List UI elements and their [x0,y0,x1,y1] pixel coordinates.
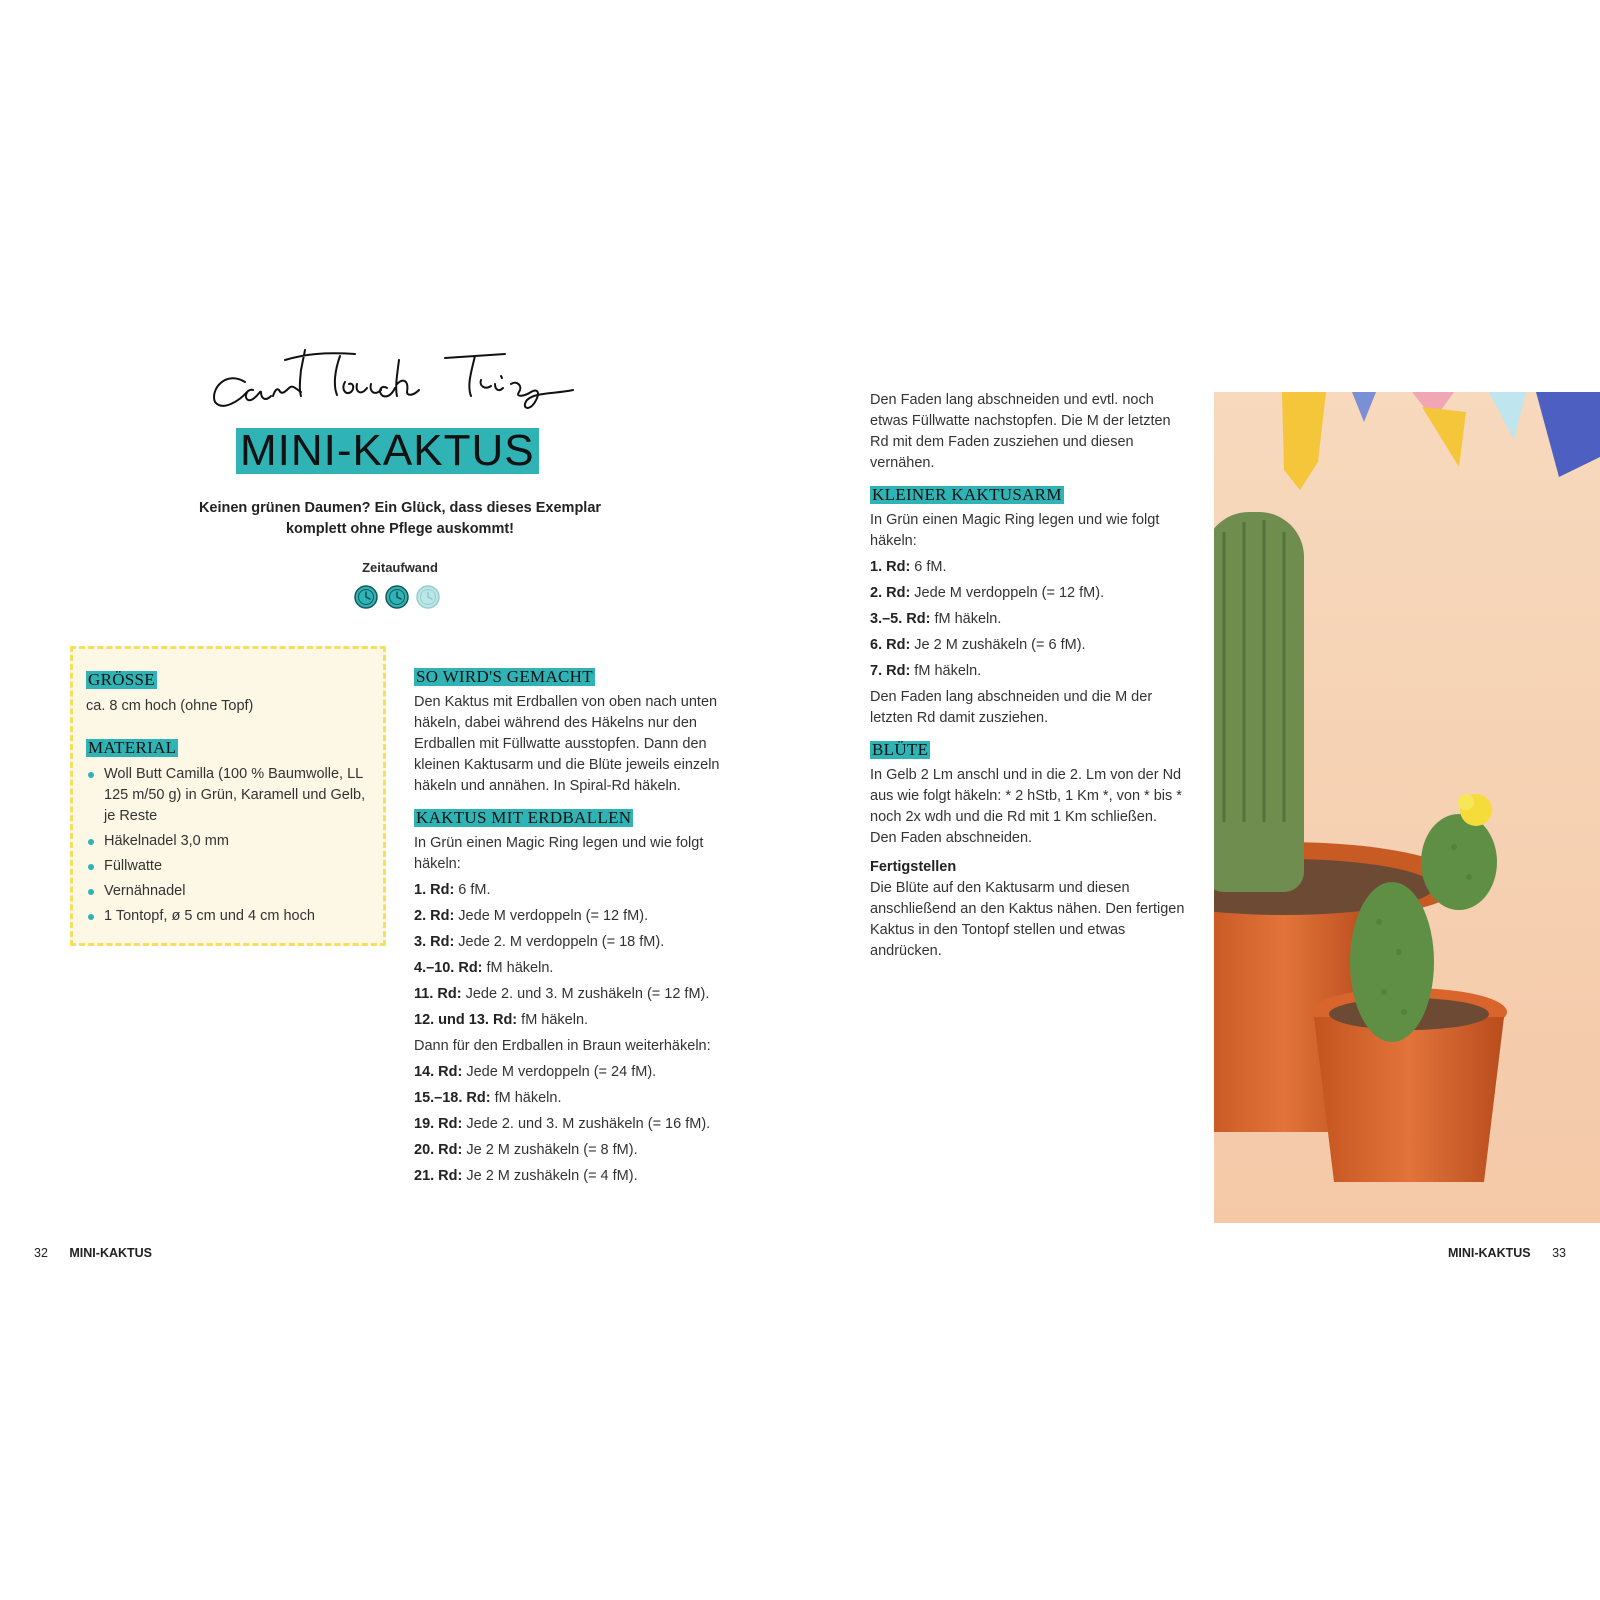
script-title-signature [205,340,600,415]
footer-left [34,1246,152,1260]
kaktus-intro: In Grün einen Magic Ring legen und wie folgt häkeln: [414,835,704,872]
page-number-left: 32 [34,1246,48,1260]
kaktus-row: 15.–18. Rd: fM häkeln. [414,1090,562,1106]
arm-intro: In Grün einen Magic Ring legen und wie folgt häkeln: [870,512,1160,549]
kaktus-row: 1. Rd: 6 fM. [414,882,491,898]
material-heading: MATERIAL [88,738,177,757]
material-item: Häkelnadel 3,0 mm [86,831,371,852]
kaktus-end-text: Den Faden lang abschneiden und evtl. noch etwas Füllwatte nachstopfen. Die M der letzten Rd mit dem Faden zusziehen und diesen vernähen. [870,392,1171,471]
material-list [86,764,371,927]
kaktus-row: 12. und 13. Rd: fM häkeln. [414,1012,589,1028]
arm-row: 3.–5. Rd: fM häkeln. [870,611,1002,627]
footer-right [1448,1246,1566,1260]
page-number-right: 33 [1552,1246,1566,1260]
arm-row: 2. Rd: Jede M verdoppeln (= 12 fM). [870,585,1105,601]
clock-icon [385,585,409,609]
arm-row: 1. Rd: 6 fM. [870,559,947,575]
main-title: MINI-KAKTUS [236,428,539,474]
cactus-photo [1214,392,1600,1223]
instructions-column-2 [870,390,1185,962]
clock-icon-empty [416,585,440,609]
kaktus-row: 3. Rd: Jede 2. M verdoppeln (= 18 fM). [414,934,665,950]
kaktus-row: 2. Rd: Jede M verdoppeln (= 12 fM). [414,908,649,924]
material-item: Vernähnadel [86,881,371,902]
kaktus-row: 20. Rd: Je 2 M zushäkeln (= 8 fM). [414,1142,638,1158]
zeitaufwand-rating [354,585,440,609]
kaktus-row: 21. Rd: Je 2 M zushäkeln (= 4 fM). [414,1168,638,1184]
groesse-heading: GRÖSSE [88,670,155,689]
kaktus-heading: KAKTUS MIT ERDBALLEN [416,808,632,827]
bluete-text: In Gelb 2 Lm anschl und in die 2. Lm von der Nd aus wie folgt häkeln: * 2 hStb, 1 Km *, von * bis * noch 2x wdh und die Rd mit 1 Km schließen. Den Faden abschneiden. [870,767,1182,846]
bluete-heading: BLÜTE [872,740,929,759]
arm-heading: KLEINER KAKTUSARM [872,485,1062,504]
groesse-text: ca. 8 cm hoch (ohne Topf) [86,698,254,714]
so-wirds-heading: SO WIRD'S GEMACHT [416,667,593,686]
clock-icon [354,585,378,609]
arm-row: 6. Rd: Je 2 M zushäkeln (= 6 fM). [870,637,1086,653]
fertig-heading: Fertigstellen [870,859,957,875]
subtitle [190,498,610,540]
subtitle-line-1: Keinen grünen Daumen? Ein Glück, dass dieses Exemplar [198,500,602,516]
zeitaufwand-label: Zeitaufwand [362,560,438,575]
footer-title-left: MINI-KAKTUS [69,1246,153,1260]
material-item: Füllwatte [86,856,371,877]
fertig-text: Die Blüte auf den Kaktusarm und diesen anschließend an den Kaktus nähen. Den fertigen Kaktus in den Tontopf stellen und etwas andrücken. [870,880,1185,959]
so-wirds-text: Den Kaktus mit Erdballen von oben nach unten häkeln, dabei während des Häkelns nur den Erdballen mit Füllwatte ausstopfen. Dann den kleinen Kaktusarm und die Blüte jeweils einzeln häkeln und annähen. In Spiral-Rd häkeln. [414,694,720,794]
subtitle-line-2: komplett ohne Pflege auskommt! [285,521,514,537]
kaktus-row: 14. Rd: Jede M verdoppeln (= 24 fM). [414,1064,657,1080]
instructions-column-1 [414,668,744,1192]
arm-end-text: Den Faden lang abschneiden und die M der letzten Rd damit zusziehen. [870,689,1153,726]
kaktus-row: 11. Rd: Jede 2. und 3. M zushäkeln (= 12 fM). [414,986,710,1002]
kaktus-row: 19. Rd: Jede 2. und 3. M zushäkeln (= 16 fM). [414,1116,711,1132]
arm-row: 7. Rd: fM häkeln. [870,663,982,679]
kaktus-braun-text: Dann für den Erdballen in Braun weiterhäkeln: [414,1038,711,1054]
material-item: Woll Butt Camilla (100 % Baumwolle, LL 125 m/50 g) in Grün, Karamell und Gelb, je Reste [86,764,371,827]
kaktus-row: 4.–10. Rd: fM häkeln. [414,960,554,976]
material-item: 1 Tontopf, ø 5 cm und 4 cm hoch [86,906,371,927]
footer-title-right: MINI-KAKTUS [1447,1246,1531,1260]
info-box [70,646,386,946]
